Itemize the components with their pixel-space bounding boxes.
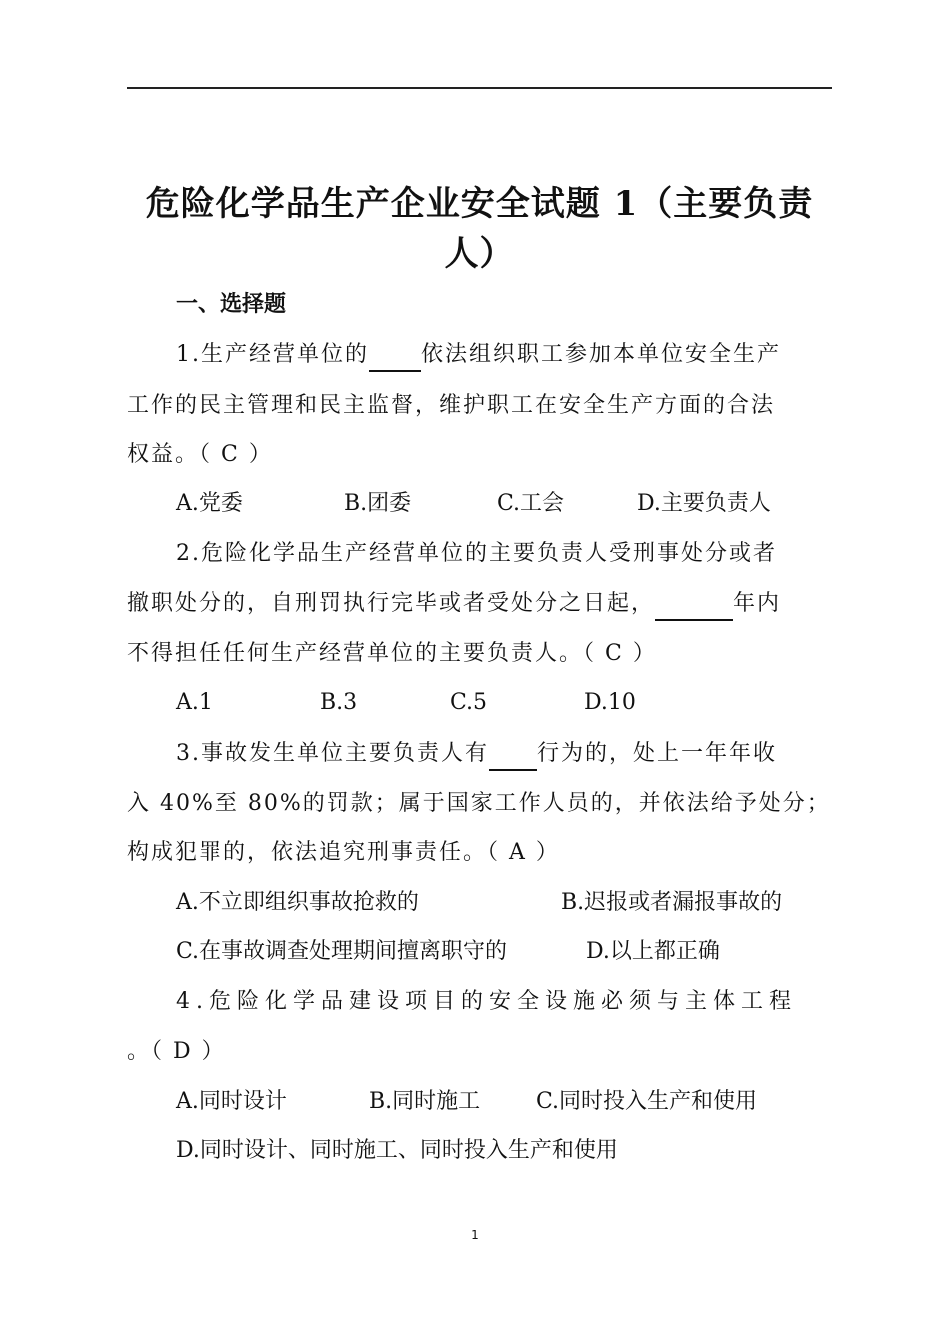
q3-option-c: C.在事故调查处理期间擅离职守的 — [176, 939, 508, 964]
q2-option-b: B.3 — [320, 690, 358, 715]
q4-line2: 。（ D ） — [127, 1039, 226, 1064]
q4-option-a: A.同时设计 — [176, 1089, 287, 1114]
q3-line2: 入 40%至 80%的罚款；属于国家工作人员的，并依法给予处分； — [127, 791, 831, 816]
q1-option-a: A.党委 — [176, 491, 243, 516]
q1-text-part2: 依法组织职工参加本单位安全生产 — [421, 342, 782, 367]
q3-text-part2: 行为的，处上一年年收 — [537, 741, 778, 766]
q2-text-part2: 年内 — [733, 591, 782, 616]
q2-line3: 不得担任任何生产经营单位的主要负责人。（ C ） — [127, 641, 657, 666]
q3-option-b: B.迟报或者漏报事故的 — [561, 890, 783, 915]
q3-option-a: A.不立即组织事故抢救的 — [176, 890, 419, 915]
q2-option-d: D.10 — [584, 690, 636, 715]
q4-option-b: B.同时施工 — [369, 1089, 481, 1114]
q3-line1 — [176, 737, 881, 771]
page-number: 1 — [471, 1228, 479, 1242]
q1-line1 — [176, 338, 881, 372]
q2-blank — [655, 597, 733, 621]
q4-option-d: D.同时设计、同时施工、同时投入生产和使用 — [176, 1138, 618, 1163]
q4-line1: 4.危险化学品建设项目的安全设施必须与主体工程 — [176, 989, 797, 1014]
q3-text-part1: 3.事故发生单位主要负责人有 — [176, 741, 489, 766]
section-heading: 一、选择题 — [176, 292, 287, 317]
q2-text-part1: 撤职处分的，自刑罚执行完毕或者受处分之日起， — [127, 591, 656, 616]
q2-line1: 2.危险化学品生产经营单位的主要负责人受刑事处分或者 — [176, 541, 777, 566]
q1-option-c: C.工会 — [497, 491, 565, 516]
q2-option-c: C.5 — [450, 690, 488, 715]
q3-option-d: D.以上都正确 — [586, 939, 720, 964]
q2-line2 — [127, 587, 832, 621]
q3-line3: 构成犯罪的，依法追究刑事责任。（ A ） — [127, 840, 560, 865]
q1-line3: 权益。（ C ） — [127, 442, 273, 467]
q1-option-b: B.团委 — [344, 491, 412, 516]
q2-option-a: A.1 — [176, 690, 213, 715]
header-rule — [127, 87, 832, 89]
document-title-line1: 危险化学品生产企业安全试题 1（主要负责 — [145, 184, 814, 224]
document-title-line2: 人） — [444, 234, 515, 274]
q1-option-d: D.主要负责人 — [637, 491, 771, 516]
q1-text-part1: 1.生产经营单位的 — [176, 342, 369, 367]
q1-line2: 工作的民主管理和民主监督，维护职工在安全生产方面的合法 — [127, 393, 776, 418]
q3-blank — [489, 747, 537, 771]
q1-blank — [369, 348, 421, 372]
q4-option-c: C.同时投入生产和使用 — [536, 1089, 758, 1114]
